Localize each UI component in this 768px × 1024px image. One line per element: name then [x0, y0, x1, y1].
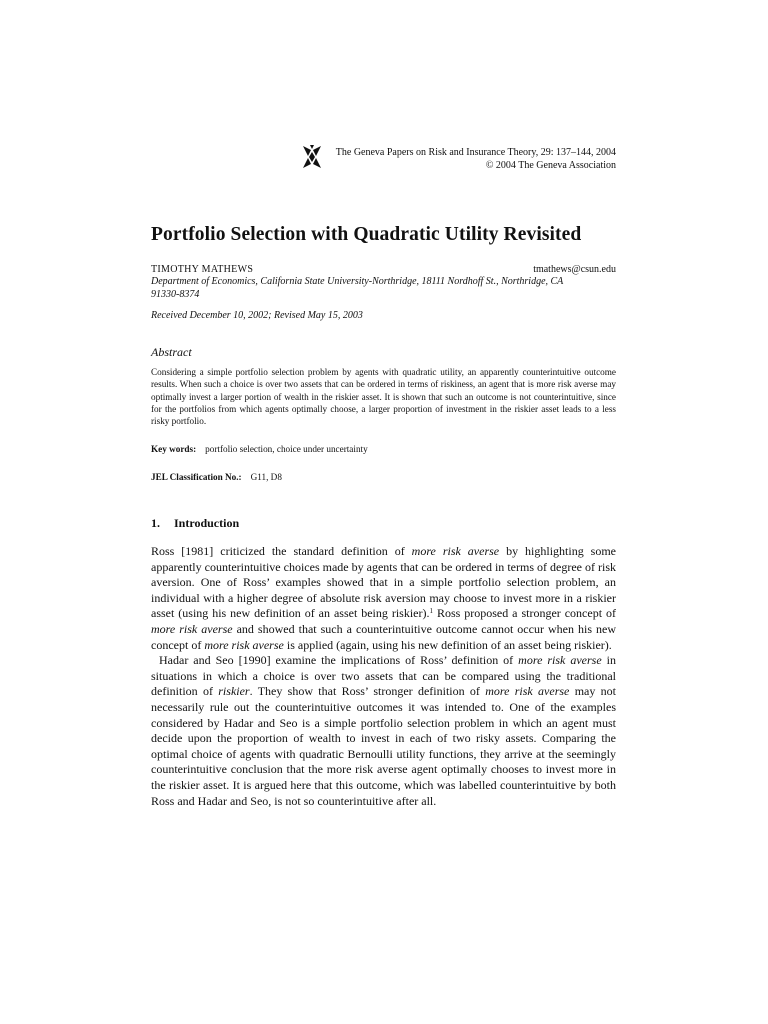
text-run: Ross [1981] criticized the standard definition of — [151, 544, 412, 558]
text-run: in situations in which a choice is over two assets that can be compared using the traditional definition of — [151, 653, 616, 699]
text-run: and showed that such a counterintuitive outcome cannot occur when his new concept of — [151, 621, 616, 652]
author-email: tmathews@csun.edu — [533, 264, 616, 275]
body-text — [151, 544, 616, 809]
received-dates: Received December 10, 2002; Revised May 15, 2003 — [151, 310, 363, 321]
jel-label: JEL Classification No.: — [151, 472, 242, 482]
section-title: Introduction — [174, 516, 240, 530]
footnote-marker[interactable]: 1 — [429, 607, 433, 616]
keywords — [151, 444, 368, 454]
paper-title: Portfolio Selection with Quadratic Utility Revisited — [151, 224, 582, 245]
jel-value: G11, D8 — [250, 472, 282, 482]
emphasis: riskier — [218, 684, 250, 699]
keywords-label: Key words: — [151, 444, 197, 454]
author-name: TIMOTHY MATHEWS — [151, 264, 254, 275]
journal-header — [336, 146, 616, 172]
journal-citation: The Geneva Papers on Risk and Insurance Theory, 29: 137–144, 2004 — [335, 147, 616, 158]
abstract-text: Considering a simple portfolio selection problem by agents with quadratic utility, an apparently counterintuitive outcome results. When such a choice is over two assets that can be ordered in terms of riskiness, an agent that is more risk averse may optimally invest a larger portion of wealth in the riskier asset. It is shown that such an outcome is not counterintuitive, since for the portfolios from which agents optimally choose, a larger proportion of investment in the riskier asset leads to a less risky portfolio. — [151, 367, 616, 427]
emphasis: more risk averse — [151, 621, 233, 636]
paragraph — [151, 544, 616, 653]
section-number: 1. — [151, 516, 160, 530]
emphasis: more risk averse — [411, 544, 500, 558]
text-run: Hadar and Seo [1990] examine the implications of Ross’ definition of — [159, 653, 519, 668]
emphasis: more risk averse — [204, 637, 284, 652]
abstract-heading: Abstract — [151, 345, 192, 359]
emphasis: more risk averse — [518, 653, 602, 668]
author-affiliation: Department of Economics, California State University-Northridge, 18111 Nordhoff St., Northridge, CA 91330-8374 — [151, 276, 564, 300]
section-heading — [151, 516, 239, 531]
emphasis: more risk averse — [485, 684, 570, 699]
text-run: Ross proposed a stronger concept of — [433, 606, 616, 621]
copyright-line: © 2004 The Geneva Association — [485, 160, 616, 171]
jel-classification — [151, 472, 282, 482]
text-run: may not necessarily rule out the counterintuitive outcomes it was intended to. One of the examples considered by Hadar and Seo is a simple portfolio selection problem in which an agent must decide upon the proportion of wealth to invest in each of two risky assets. Comparing the optimal choice of agents with quadratic Bernoulli utility functions, they arrive at the seemingly counterintuitive conclusion that the more risk averse agent optimally chooses to invest more in the riskier asset. It is argued here that this outcome, which was labelled counterintuitive by both Ross and Hadar and Seo, is not so counterintuitive after all. — [151, 684, 616, 808]
text-run: . They show that Ross’ stronger definition of — [249, 684, 486, 699]
keywords-value: portfolio selection, choice under uncertainty — [205, 444, 368, 454]
text-run: is applied (again, using his new definition of an asset being riskier). — [283, 637, 612, 652]
paragraph — [151, 653, 616, 809]
text-run: by highlighting some apparently counterintuitive choices made by agents that can be ordered in terms of degree of risk aversion. One of Ross’ examples showed that in a simple portfolio selection problem, an individual with a higher degree of absolute risk aversion may choose to invest more in a riskier asset (using his new definition of an asset being riskier). — [151, 544, 616, 621]
geneva-association-logo — [301, 144, 323, 170]
